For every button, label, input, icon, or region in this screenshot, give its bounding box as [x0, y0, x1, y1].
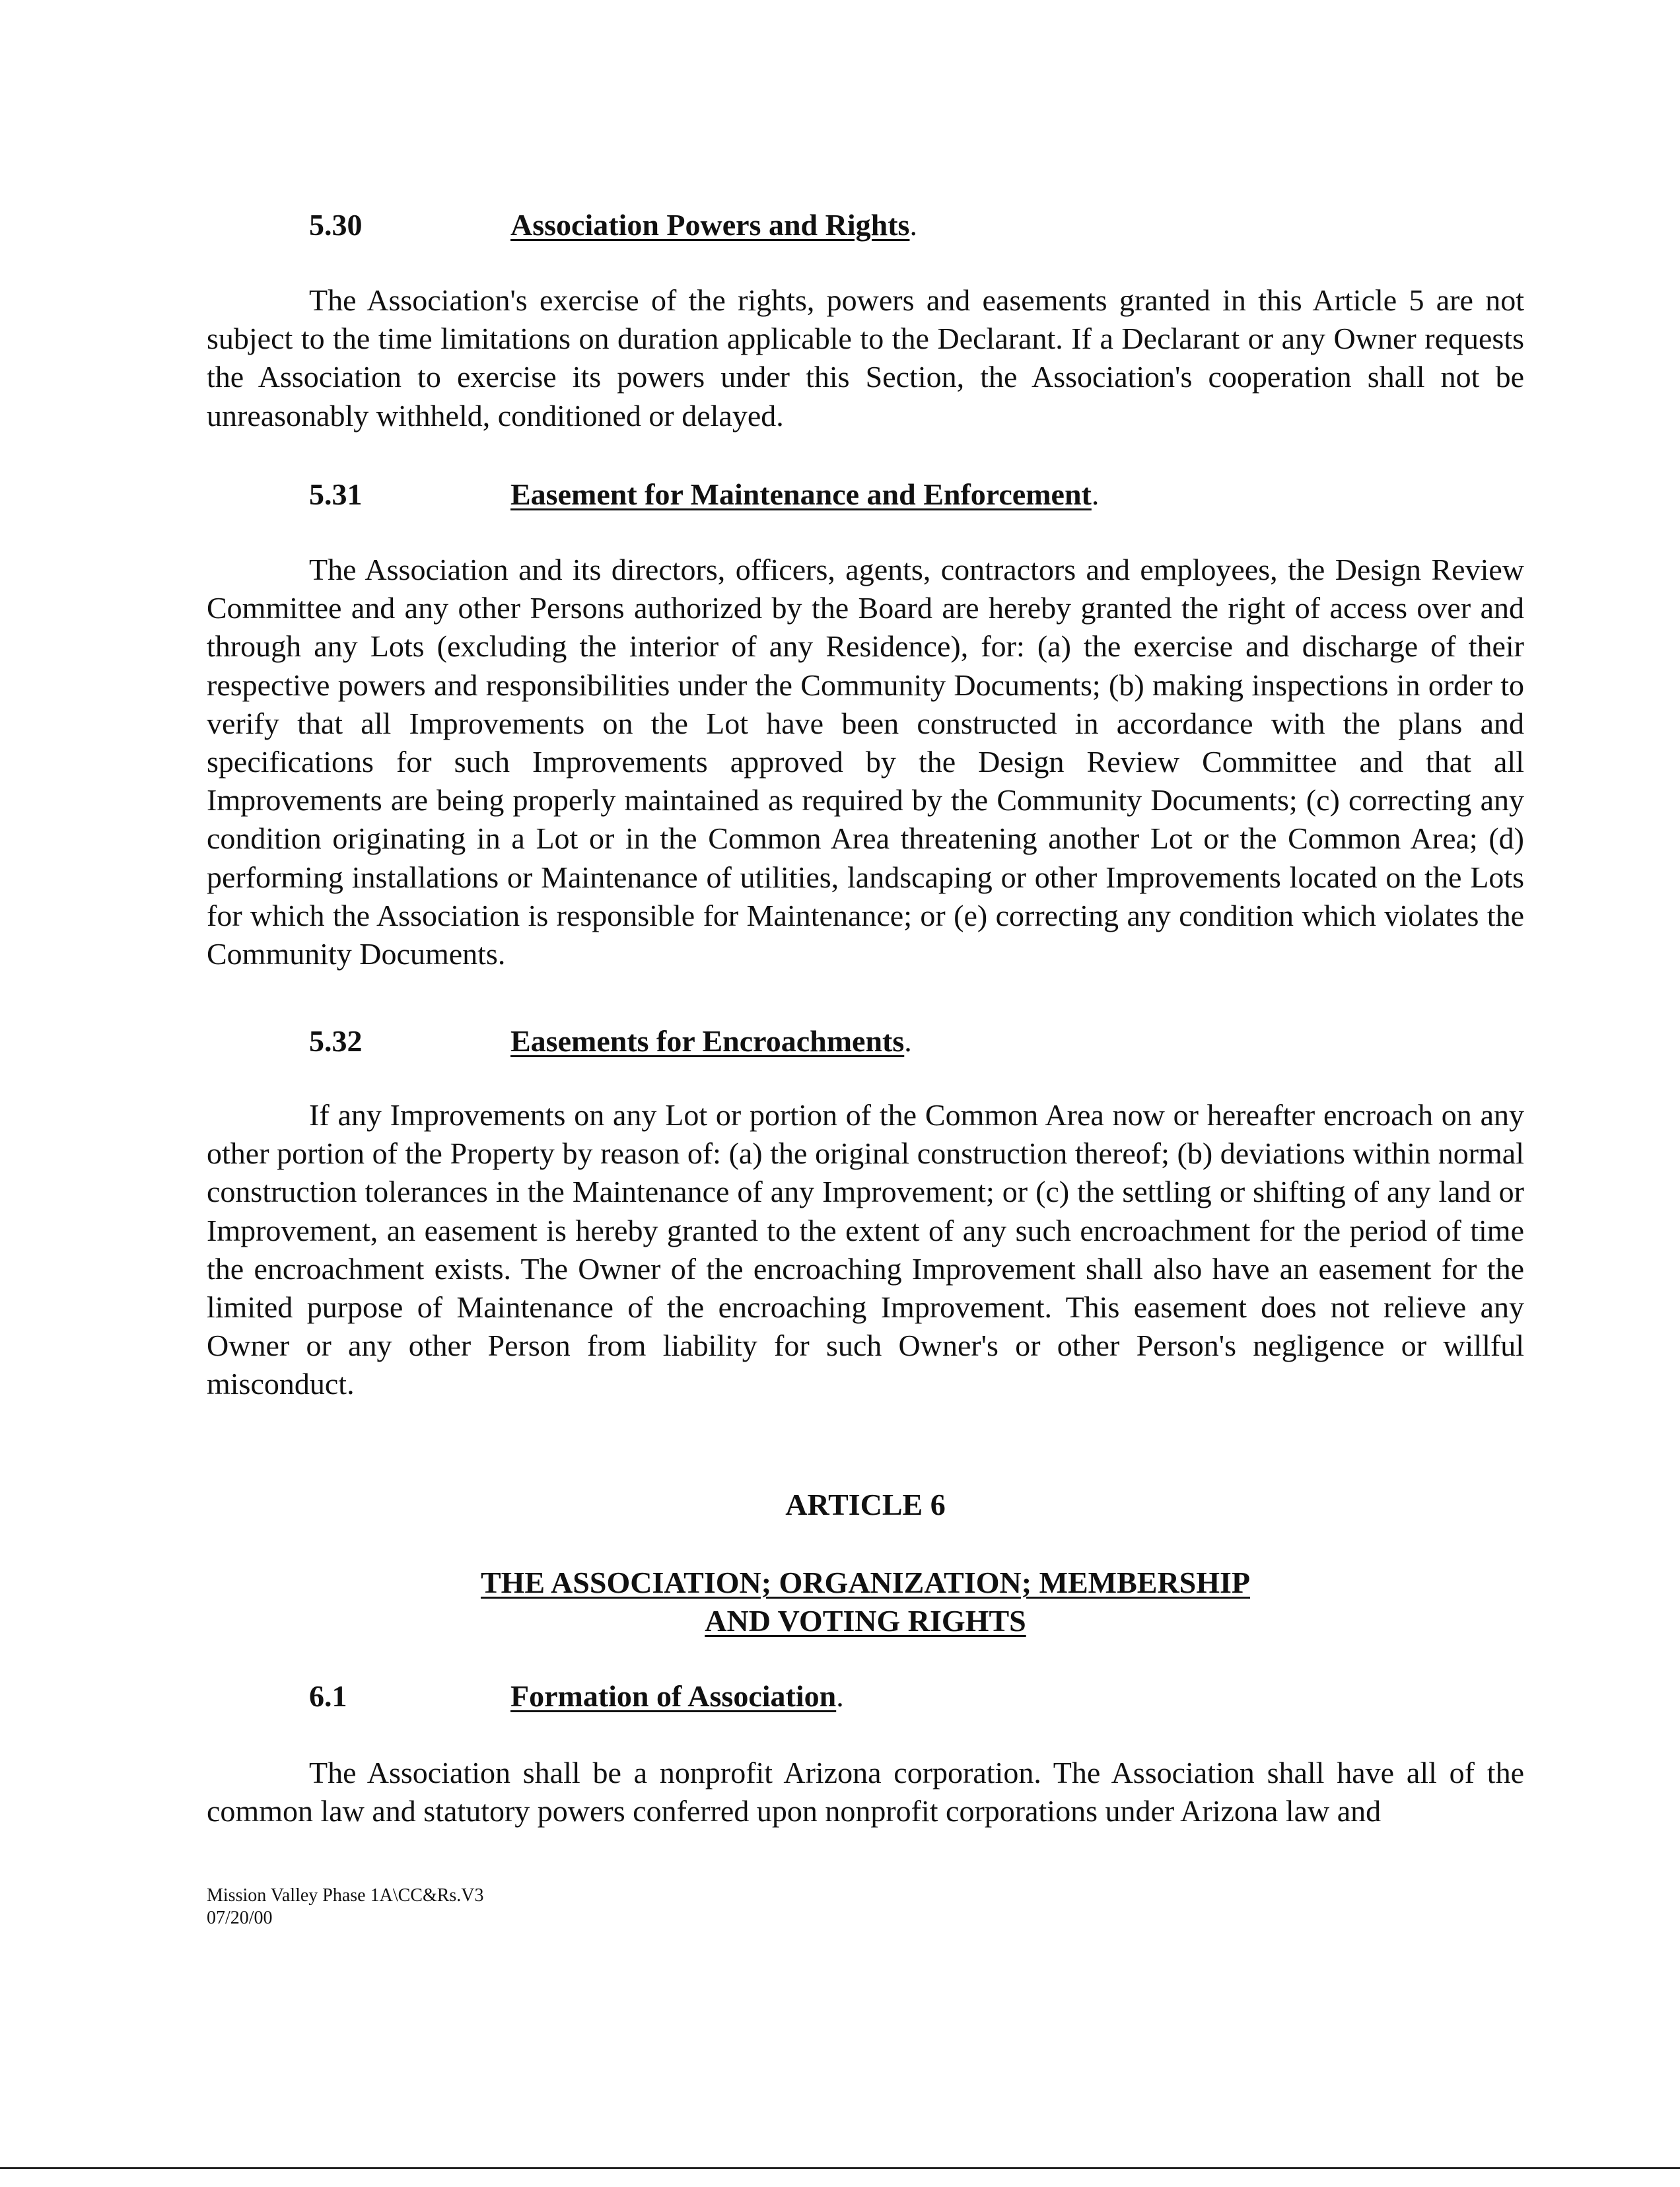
footer-date: 07/20/00: [207, 1908, 273, 1928]
section-title: Easement for Maintenance and Enforcement: [510, 477, 1092, 511]
section-heading-5-31: 5.31 Easement for Maintenance and Enforcement.: [207, 475, 1524, 514]
section-number: 5.32: [309, 1024, 363, 1058]
footer-file-reference: Mission Valley Phase 1A\CC&Rs.V3: [207, 1885, 484, 1906]
section-body-5-31: The Association and its directors, officers, agents, contractors and employees, the Design Review Committee and any other Persons authorized by the Board are hereby granted the right of access over and through any Lots (excluding the interior of any Residence), for: (a) the exercise and discharge of their respective powers and responsibilities under the Community Documents; (b) making inspections in order to verify that all Improvements on the Lot have been constructed in accordance with the plans and specifications for such Improvements approved by the Design Review Committee and that all Improvements are being properly maintained as required by the Community Documents; (c) correcting any condition originating in a Lot or in the Common Area threatening another Lot or the Common Area; (d) performing installations or Maintenance of utilities, landscaping or other Improvements located on the Lots for which the Association is responsible for Maintenance; or (e) correcting any condition which violates the Community Documents.: [207, 553, 1524, 971]
section-body-5-32: If any Improvements on any Lot or portion of the Common Area now or hereafter encroach on any other portion of the Property by reason of: (a) the original construction thereof; (b) deviations within normal construction tolerances in the Maintenance of any Improvement; or (c) the settling or shifting of any land or Improvement, an easement is hereby granted to the extent of any such encroachment for the period of time the encroachment exists. The Owner of the encroaching Improvement shall also have an easement for the limited purpose of Maintenance of the encroaching Improvement. This easement does not relieve any Owner or any other Person from liability for such Owner's or other Person's negligence or willful misconduct.: [207, 1098, 1524, 1401]
section-body-5-30: The Association's exercise of the rights, powers and easements granted in this Article 5 are not subject to the time limitations on duration applicable to the Declarant. If a Declarant or any Owner requests the Association to exercise its powers under this Section, the Association's cooperation shall not be unreasonably withheld, conditioned or delayed.: [207, 283, 1524, 433]
section-body-6-1: The Association shall be a nonprofit Arizona corporation. The Association shall have all of the common law and statutory powers conferred upon nonprofit corporations under Arizona law and: [207, 1756, 1524, 1828]
section-title: Formation of Association: [510, 1679, 837, 1713]
article-title-line-2: AND VOTING RIGHTS: [705, 1604, 1026, 1638]
bottom-rule: [0, 2167, 1680, 2169]
section-heading-5-32: 5.32 Easements for Encroachments.: [207, 1022, 1524, 1060]
article-label: ARTICLE 6: [785, 1488, 946, 1521]
section-heading-5-30: 5.30 Association Powers and Rights.: [207, 206, 1524, 244]
document-footer: [207, 1885, 484, 1929]
article-title-line-1: THE ASSOCIATION; ORGANIZATION; MEMBERSHIP: [480, 1566, 1251, 1599]
section-heading-6-1: 6.1 Formation of Association.: [207, 1677, 1524, 1716]
section-number: 5.31: [309, 477, 363, 511]
section-title: Easements for Encroachments: [510, 1024, 905, 1058]
section-number: 5.30: [309, 208, 363, 242]
section-number: 6.1: [309, 1679, 347, 1713]
section-title: Association Powers and Rights: [510, 208, 910, 242]
